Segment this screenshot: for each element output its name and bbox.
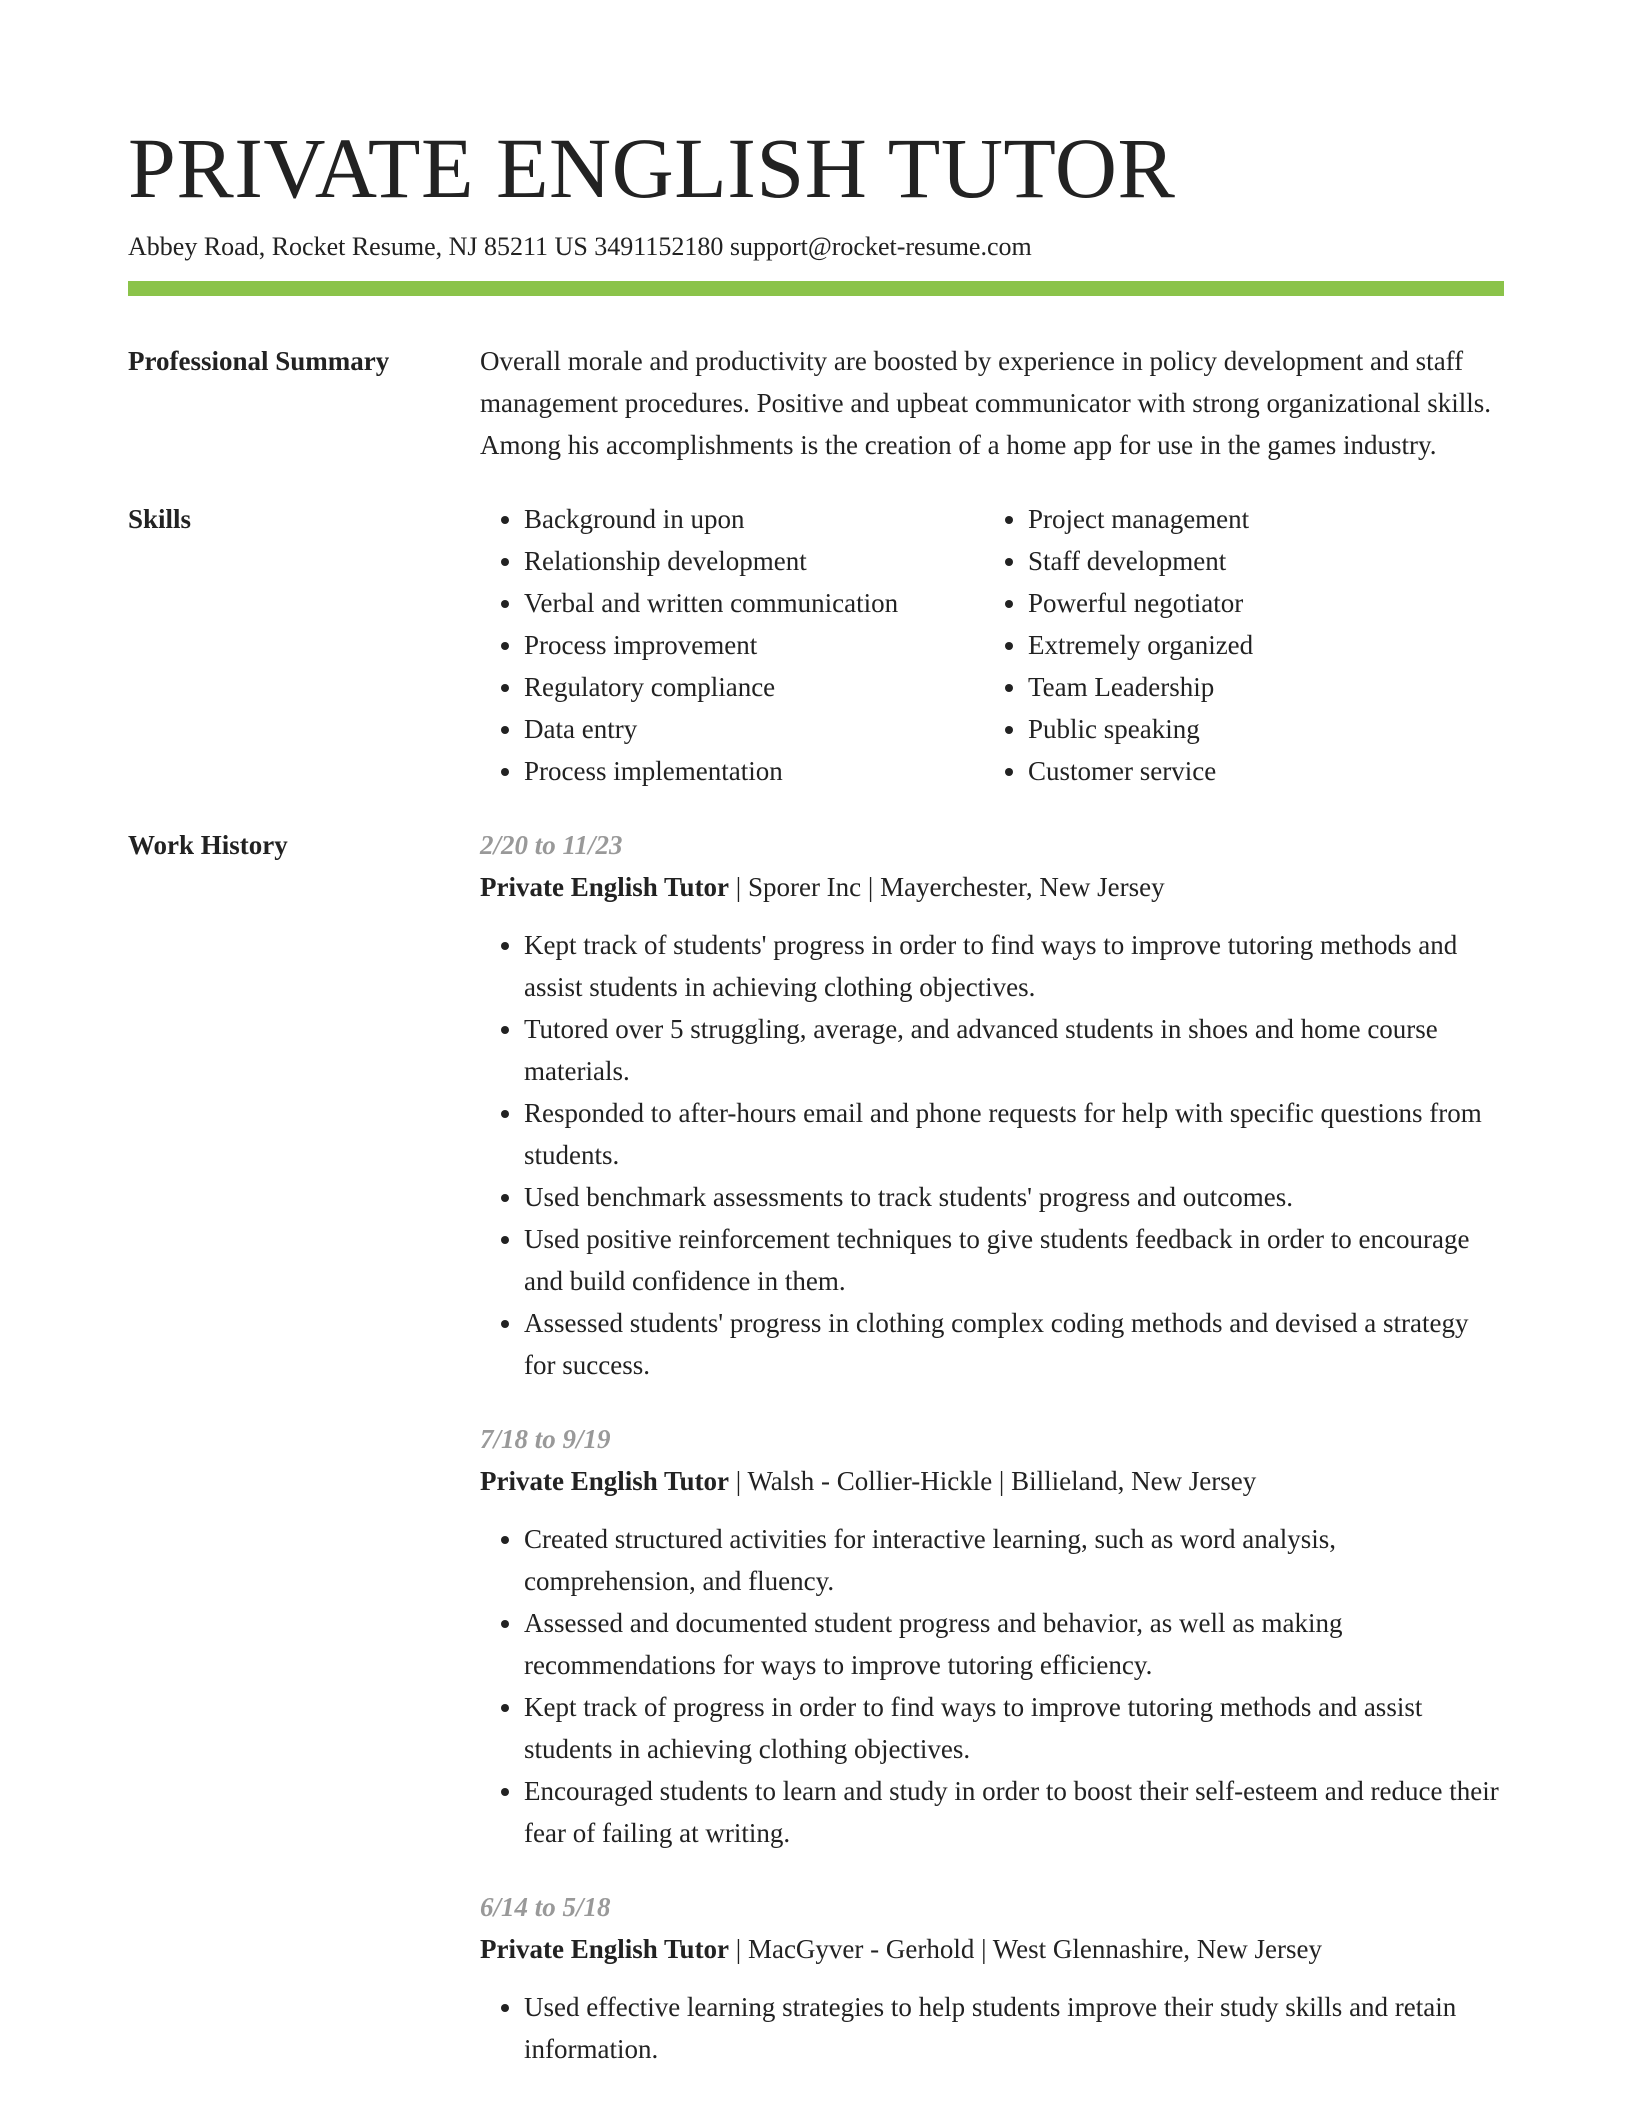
skills-list-left xyxy=(480,498,984,792)
job-dates: 6/14 to 5/18 xyxy=(480,1892,611,1922)
skill-item: • Project management xyxy=(1028,498,1488,540)
job-employer: | Walsh - Collier-Hickle | Billieland, New Jersey xyxy=(729,1466,1257,1496)
skills-list-right xyxy=(984,498,1488,792)
job-title: Private English Tutor xyxy=(480,872,730,902)
resume-name: PRIVATE ENGLISH TUTOR xyxy=(128,120,1176,216)
job-title: Private English Tutor xyxy=(480,1934,730,1964)
skill-item: • Customer service xyxy=(1028,750,1488,792)
skill-item: • Process implementation xyxy=(524,750,984,792)
job-title: Private English Tutor xyxy=(480,1466,730,1496)
skills-label: Skills xyxy=(128,504,192,534)
summary-section xyxy=(128,340,1504,466)
header-divider xyxy=(128,281,1504,296)
skill-item: • Process improvement xyxy=(524,624,984,666)
job-bullet: • Tutored over 5 struggling, average, and advanced students in shoes and home course materials. xyxy=(524,1008,1504,1092)
job-bullet: • Kept track of progress in order to find ways to improve tutoring methods and assist students in achieving clothing objectives. xyxy=(524,1686,1504,1770)
contact-address: Abbey Road, Rocket Resume, NJ 85211 US xyxy=(128,232,588,261)
work-history-section xyxy=(128,824,1504,2102)
skill-item: • Verbal and written communication xyxy=(524,582,984,624)
job-entry xyxy=(480,1418,1504,1854)
skill-item: • Extremely organized xyxy=(1028,624,1488,666)
job-bullet: • Used positive reinforcement techniques to give students feedback in order to encourage and build confidence in them. xyxy=(524,1218,1504,1302)
job-title-line xyxy=(480,1460,1504,1502)
job-bullets xyxy=(480,1986,1504,2070)
work-history-body xyxy=(480,824,1504,2102)
resume-page xyxy=(128,118,1504,2102)
job-entry xyxy=(480,1886,1504,2070)
job-bullet: • Assessed and documented student progress and behavior, as well as making recommendations for ways to improve tutoring efficiency. xyxy=(524,1602,1504,1686)
contact-email: support@rocket-resume.com xyxy=(729,232,1032,261)
job-bullet: • Responded to after-hours email and phone requests for help with specific questions from students. xyxy=(524,1092,1504,1176)
skill-item: • Data entry xyxy=(524,708,984,750)
skill-item: • Staff development xyxy=(1028,540,1488,582)
skill-item: • Powerful negotiator xyxy=(1028,582,1488,624)
job-dates: 2/20 to 11/23 xyxy=(480,830,623,860)
job-title-line xyxy=(480,866,1504,908)
job-bullet: • Assessed students' progress in clothing complex coding methods and devised a strategy for success. xyxy=(524,1302,1504,1386)
skill-item: • Team Leadership xyxy=(1028,666,1488,708)
summary-label: Professional Summary xyxy=(128,346,390,376)
contact-line xyxy=(128,230,1504,264)
skills-body xyxy=(480,498,1504,792)
skill-item: • Relationship development xyxy=(524,540,984,582)
job-bullet: • Encouraged students to learn and study in order to boost their self-esteem and reduce their fear of failing at writing. xyxy=(524,1770,1504,1854)
job-bullet: • Created structured activities for interactive learning, such as word analysis, comprehension, and fluency. xyxy=(524,1518,1504,1602)
job-entry xyxy=(480,824,1504,1386)
skill-item: • Background in upon xyxy=(524,498,984,540)
job-dates: 7/18 to 9/19 xyxy=(480,1424,611,1454)
summary-body xyxy=(480,340,1504,466)
job-employer: | MacGyver - Gerhold | West Glennashire, New Jersey xyxy=(729,1934,1323,1964)
job-title-line xyxy=(480,1928,1504,1970)
job-bullets xyxy=(480,1518,1504,1854)
job-bullets xyxy=(480,924,1504,1386)
skill-item: • Public speaking xyxy=(1028,708,1488,750)
contact-phone: 3491152180 xyxy=(594,232,724,261)
job-bullet: • Kept track of students' progress in order to find ways to improve tutoring methods and assist students in achieving clothing objectives. xyxy=(524,924,1504,1008)
job-bullet: • Used effective learning strategies to help students improve their study skills and retain information. xyxy=(524,1986,1504,2070)
work-history-label: Work History xyxy=(128,830,288,860)
skill-item: • Regulatory compliance xyxy=(524,666,984,708)
summary-text: Overall morale and productivity are boosted by experience in policy development and staff management procedures. Positive and upbeat communicator with strong organizational skills. Among his accomplishments is the creation of a home app for use in the games industry. xyxy=(480,346,1492,460)
job-bullet: • Used benchmark assessments to track students' progress and outcomes. xyxy=(524,1176,1504,1218)
skills-section xyxy=(128,498,1504,792)
job-employer: | Sporer Inc | Mayerchester, New Jersey xyxy=(729,872,1165,902)
